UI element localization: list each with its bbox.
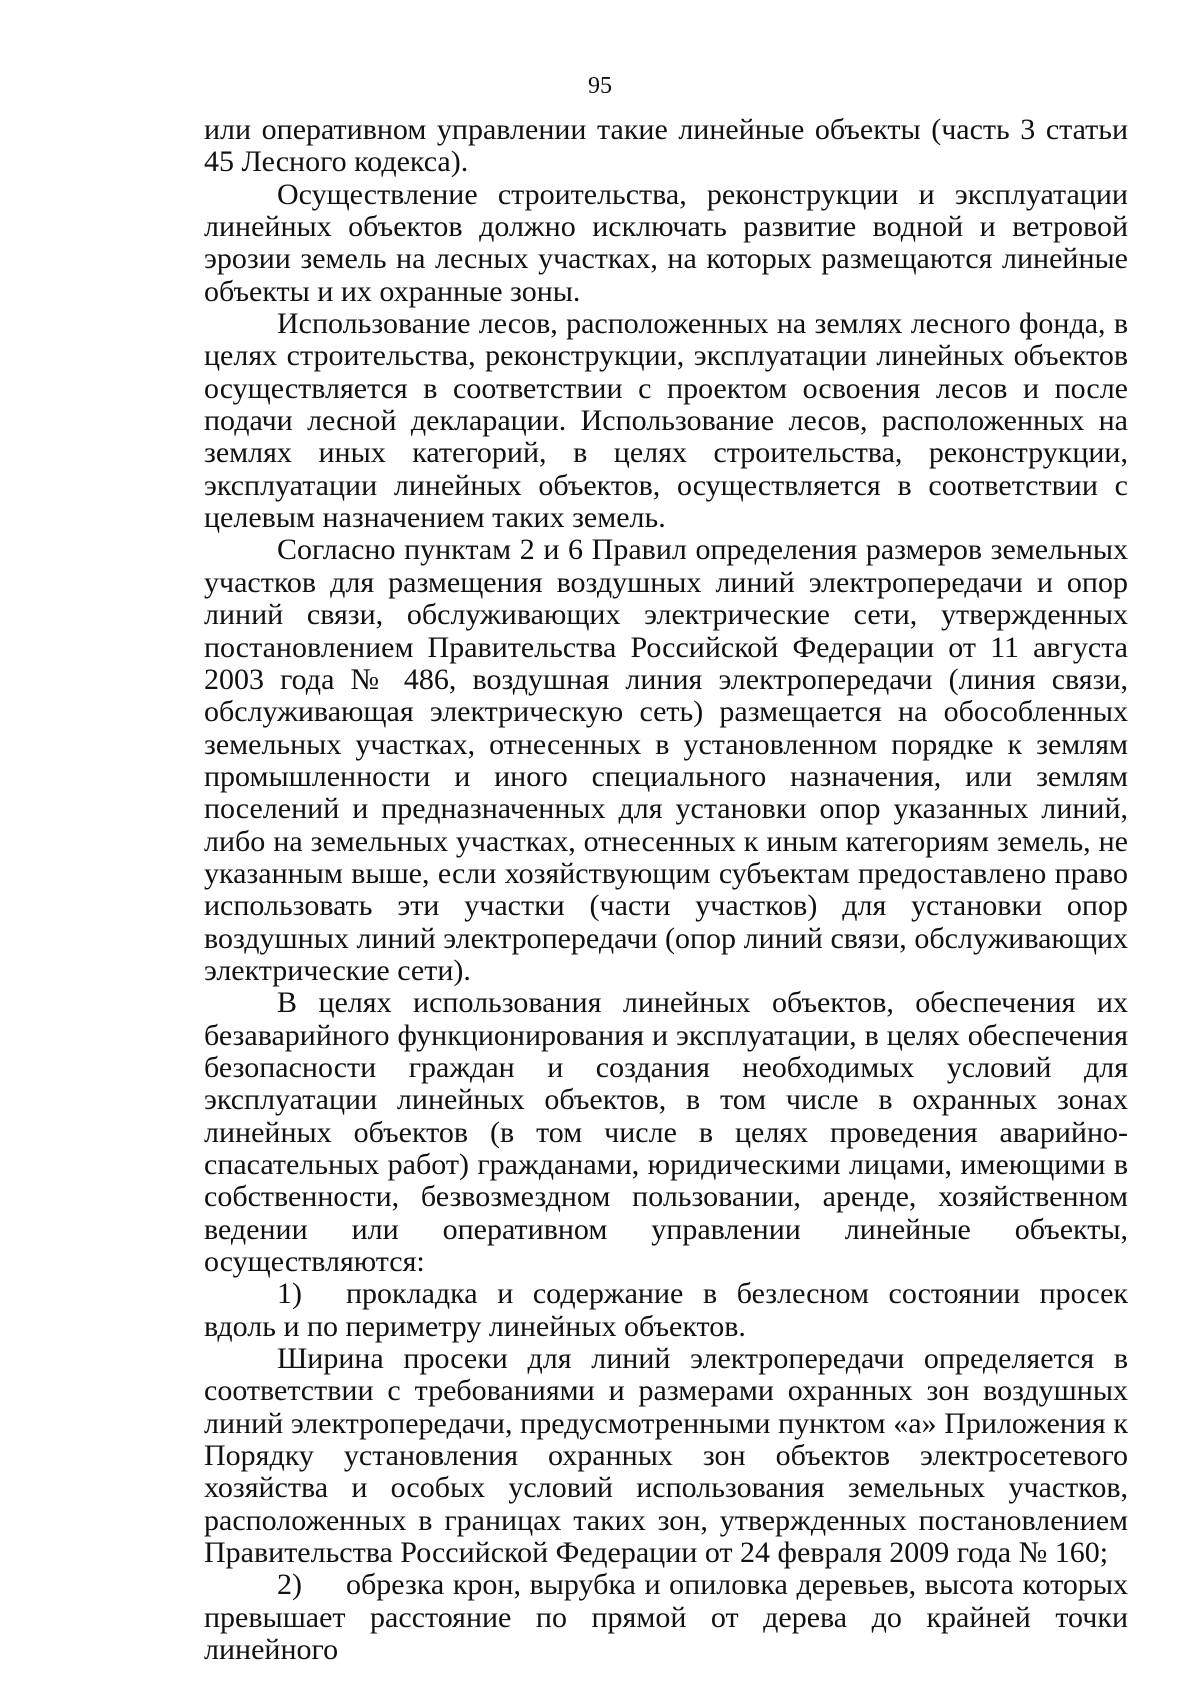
list-item-text: прокладка и содержание в безлесном состоянии просек вдоль и по периметру линейных объектов.: [204, 1277, 1128, 1343]
list-item-text: обрезка крон, вырубка и опиловка деревьев, высота которых превышает расстояние по прямой от дерева до крайней точки линейного: [204, 1568, 1128, 1667]
paragraph-clearing-width: Ширина просеки для линий электропередачи определяется в соответствии с требованиями и размерами охранных зон воздушных линий электропередачи, предусмотренными пунктом «а» Приложения к Порядку установления охранных зон объектов электросетевого хозяйства и особых условий использования земельных участков, расположенных в границах таких зон, утвержденных постановлением Правительства Российской Федерации от 24 февраля 2009 года № 160;: [204, 1342, 1128, 1570]
list-item-2: [204, 1569, 1128, 1666]
paragraph-continuation: или оперативном управлении такие линейные объекты (часть 3 статьи 45 Лесного кодекса).: [204, 113, 1128, 179]
paragraph-forest-use: Использование лесов, расположенных на землях лесного фонда, в целях строительства, реконструкции, эксплуатации линейных объектов осуществляется в соответствии с проектом освоения лесов и после подачи лесной декларации. Использование лесов, расположенных на землях иных категорий, в целях строительства, реконструкции, эксплуатации линейных объектов, осуществляется в соответствии с целевым назначением таких земель.: [204, 307, 1128, 535]
list-item-number: 1): [277, 1277, 302, 1311]
paragraph-erosion: Осуществление строительства, реконструкции и эксплуатации линейных объектов должно исключать развитие водной и ветровой эрозии земель на лесных участках, на которых размещаются линейные объекты и их охранные зоны.: [204, 177, 1128, 308]
list-item-1: [204, 1278, 1128, 1343]
page-number: 95: [588, 73, 612, 99]
paragraph-power-line-rules: Согласно пунктам 2 и 6 Правил определения размеров земельных участков для размещения воздушных линий электропередачи и опор линий связи, обслуживающих электрические сети, утвержденных постановлением Правительства Российской Федерации от 11 августа 2003 года № 486, воздушная линия электропередачи (линия связи, обслуживающая электрическую сеть) размещается на обособленных земельных участках, отнесенных в установленном порядке к землям промышленности и иного специального назначения, или землям поселений и предназначенных для установки опор указанных линий, либо на земельных участках, отнесенных к иным категориям земель, не указанным выше, если хозяйствующим субъектам предоставлено право использовать эти участки (части участков) для установки опор воздушных линий электропередачи (опор линий связи, обслуживающих электрические сети).: [204, 533, 1128, 987]
paragraph-operations: В целях использования линейных объектов, обеспечения их безаварийного функционирования и эксплуатации, в целях обеспечения безопасности граждан и создания необходимых условий для эксплуатации линейных объектов, в том числе в охранных зонах линейных объектов (в том числе в целях проведения аварийно-спасательных работ) гражданами, юридическими лицами, имеющими в собственности, безвозмездном пользовании, аренде, хозяйственном ведении или оперативном управлении линейные объекты, осуществляются:: [204, 986, 1128, 1279]
list-item-number: 2): [277, 1568, 302, 1602]
document-body: [204, 114, 1128, 1667]
